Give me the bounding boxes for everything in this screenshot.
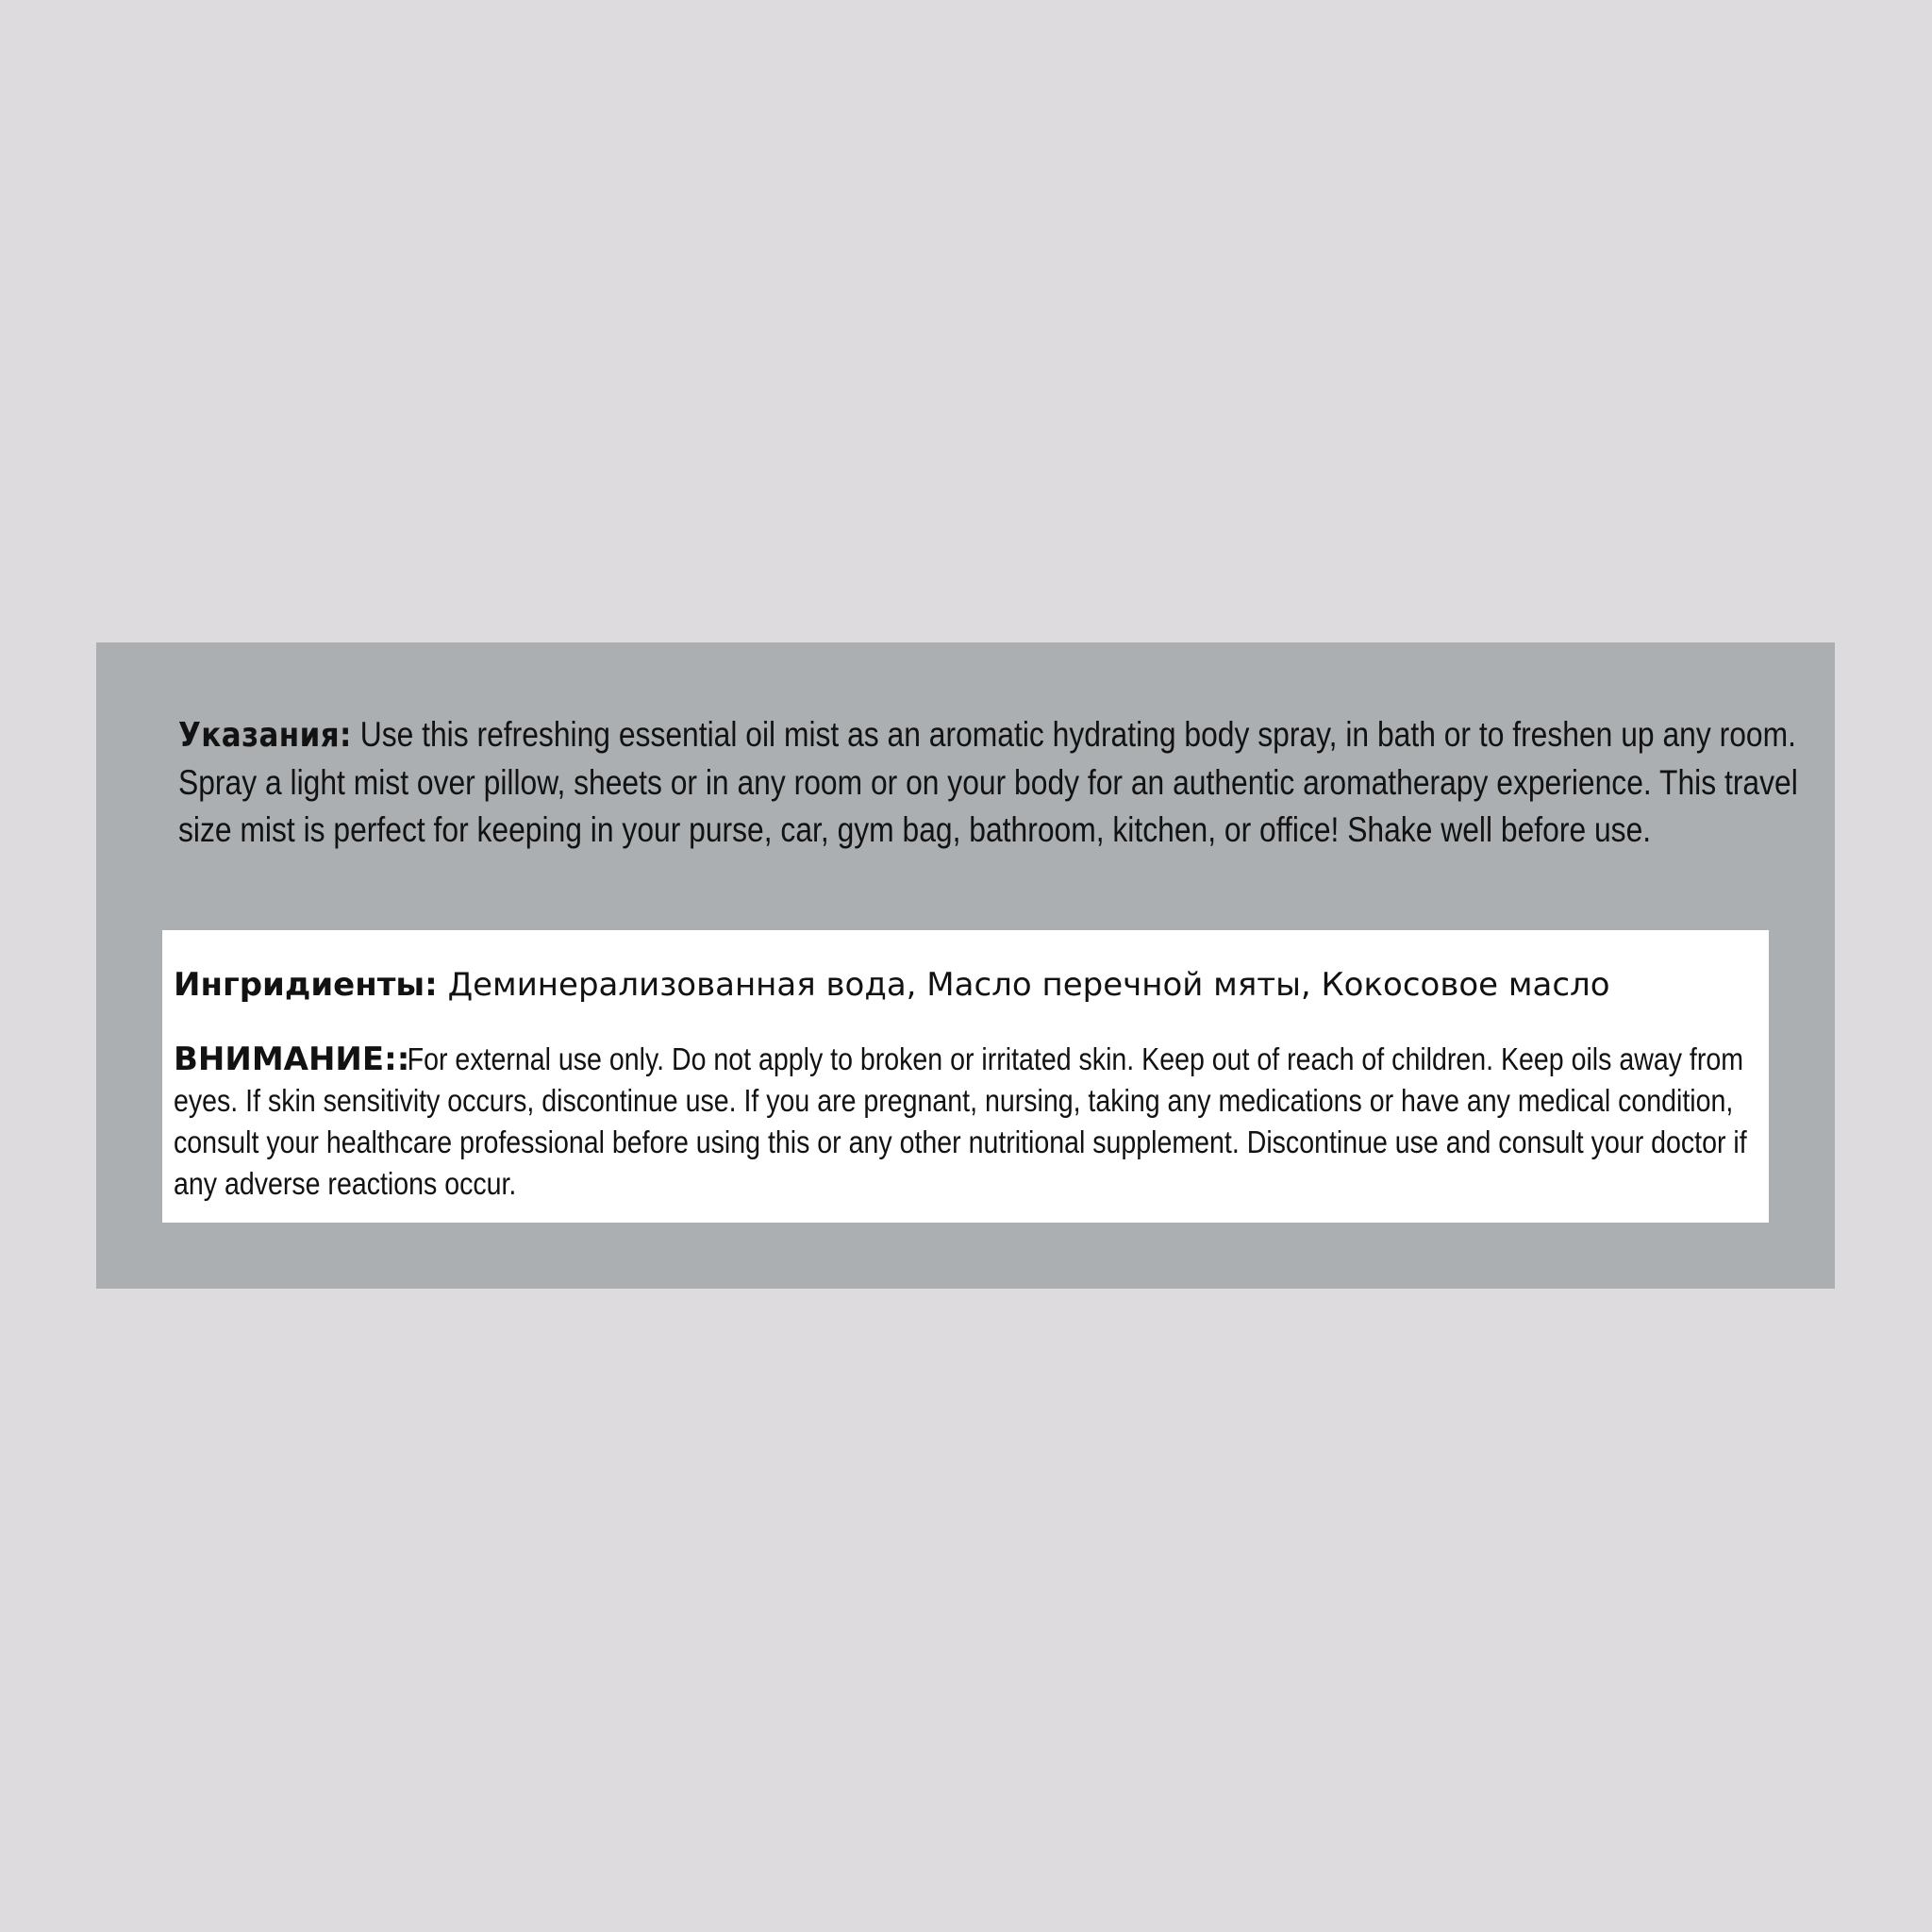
directions-section [178, 711, 1817, 854]
ingredients-section [174, 964, 1758, 1006]
warning-section [174, 1039, 1765, 1205]
directions-heading: Указания: [178, 716, 352, 755]
warning-heading: ВНИМАНИЕ:: [174, 1041, 410, 1078]
ingredients-heading: Ингридиенты: [174, 966, 438, 1004]
ingredients-text: Деминерализованная вода, Масло перечной мяты, Кокосовое масло [437, 966, 1610, 1004]
ingredients-warning-box [162, 930, 1769, 1223]
product-label-panel [96, 642, 1835, 1289]
warning-text: For external use only. Do not apply to broken or irritated skin. Keep out of reach of children. Keep oils away from eyes. If skin sensitivity occurs, discontinue use. If you are pregnant, nursing, taking any medications or have any medical condition, consult your healthcare professional before using this or any other nutritional supplement. Discontinue use and consult your doctor if any adverse reactions occur. [174, 1041, 1747, 1201]
directions-text: Use this refreshing essential oil mist as an aromatic hydrating body spray, in bath or to freshen up any room. Spray a light mist over pillow, sheets or in any room or on your body for an authentic aromatherapy experience. This travel size mist is perfect for keeping in your purse, car, gym bag, bathroom, kitchen, or office! Shake well before use. [178, 715, 1798, 849]
